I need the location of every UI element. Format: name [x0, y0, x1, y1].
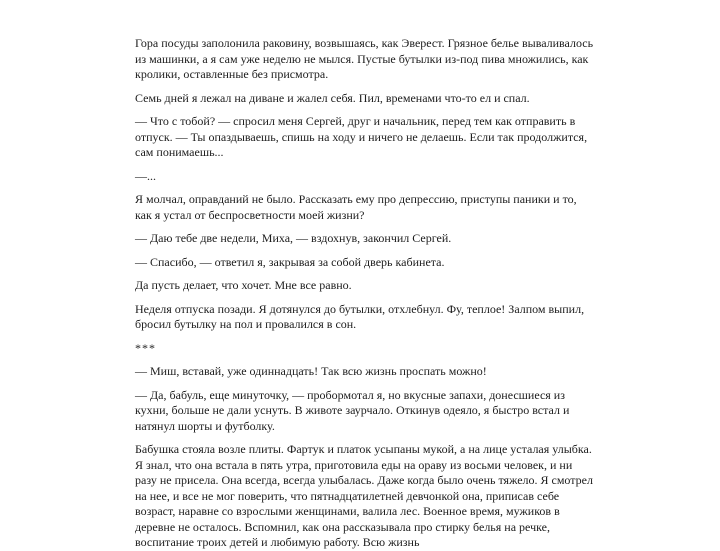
paragraph: Семь дней я лежал на диване и жалел себя. Пил, временами что-то ел и спал. [135, 90, 530, 105]
paragraph: Да пусть делает, что хочет. Мне все равно. [135, 278, 352, 292]
paragraph: Бабушка стояла возле плиты. Фартук и платок усыпаны мукой, а на лице усталая улыбка. Я знал, что она встала в пять утра, приготовила еды на ораву из восьми человек, и ни разу не присела. Она всегда, всегда улыбалась. Даже когда было очень тяжело. Я смотрел на нее, и все не мог поверить, что пятнадцатилетней девчонкой она, приписав себе возраст, наравне со взрослыми женщинами, валила лес. Военное время, мужиков в деревне не осталось. Вспомнил, как она рассказывала про стирку белья на речке, воспитание троих детей и любимую работу. Всю жизнь [135, 442, 593, 549]
paragraph: Гора посуды заполонила раковину, возвышаясь, как Эверест. Грязное белье вываливалось из машинки, а я сам уже неделю не мылся. Пустые бутылки из-под пива множились, как кролики, оставленные без присмотра. [135, 36, 594, 81]
paragraph-dialogue: — Даю тебе две недели, Миха, — вздохнув, закончил Сергей. [135, 231, 452, 245]
paragraph: Я молчал, оправданий не было. Рассказать ему про депрессию, приступы паники и то, как я устал от беспросветности моей жизни? [135, 192, 577, 222]
paragraph-dialogue: —... [135, 168, 156, 183]
paragraph-dialogue: — Миш, вставай, уже одиннадцать! Так всю жизнь проспать можно! [135, 364, 487, 378]
paragraph-dialogue: — Что с тобой? — спросил меня Сергей, друг и начальник, перед тем как отправить в отпуск. — Ты опаздываешь, спишь на ходу и ничего не делаешь. Если так продолжится, сам понимаешь... [135, 114, 588, 159]
section-separator: *** [135, 340, 156, 355]
paragraph-dialogue: — Да, бабуль, еще минуточку, — пробормотал я, но вкусные запахи, донесшиеся из кухни, больше не дали уснуть. В животе заурчало. Откинув одеяло, я быстро встал и натянул шорты и футболку. [135, 387, 570, 433]
paragraph: Неделя отпуска позади. Я дотянулся до бутылки, отхлебнул. Фу, теплое! Залпом выпил, бросил бутылку на пол и провалился в сон. [135, 301, 585, 331]
document-page [135, 0, 595, 551]
paragraph-dialogue: — Спасибо, — ответил я, закрывая за собой дверь кабинета. [135, 254, 445, 269]
